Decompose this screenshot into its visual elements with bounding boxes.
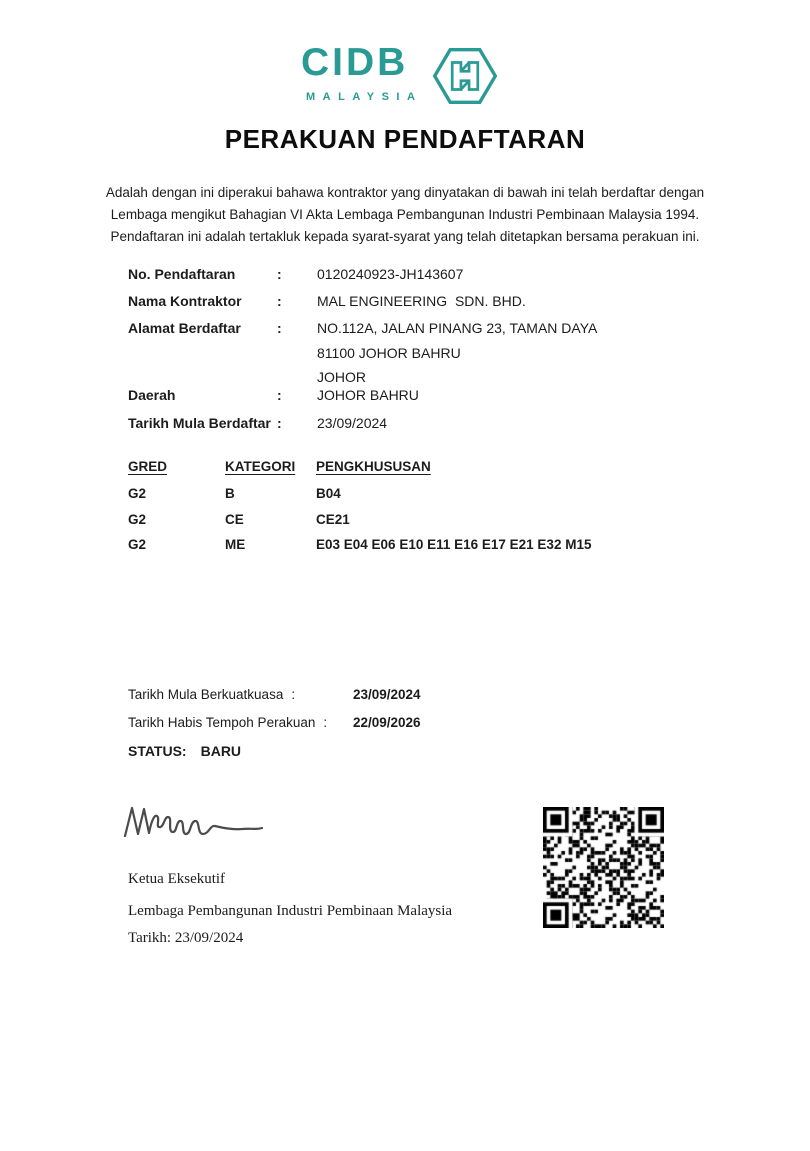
intro-line: Lembaga mengikut Bahagian VI Akta Lembaga Pembangunan Industri Pembinaan Malaysia 1994. bbox=[110, 207, 700, 222]
qr-code bbox=[543, 807, 664, 928]
table-cell: B04 bbox=[316, 486, 341, 501]
table-cell: G2 bbox=[128, 512, 147, 527]
table-cell: B bbox=[225, 486, 235, 501]
colon: : bbox=[323, 715, 328, 730]
signatory-title: Ketua Eksekutif bbox=[128, 871, 226, 887]
colon: : bbox=[277, 266, 282, 282]
intro-line: Pendaftaran ini adalah tertakluk kepada syarat-syarat yang telah ditetapkan bersama perakuan ini. bbox=[110, 229, 700, 244]
value-tarikh-mula-berdaftar: 23/09/2024 bbox=[317, 415, 388, 431]
certificate-title: PERAKUAN PENDAFTARAN bbox=[224, 124, 586, 154]
table-cell: CE bbox=[225, 512, 244, 527]
label-tarikh-habis-tempoh: Tarikh Habis Tempoh Perakuan : bbox=[128, 715, 328, 730]
table-cell: CE21 bbox=[316, 512, 350, 527]
table-cell: E03 E04 E06 E10 E11 E16 E17 E21 E32 M15 bbox=[316, 537, 592, 552]
colon: : bbox=[277, 387, 282, 403]
value-no-pendaftaran: 0120240923-JH143607 bbox=[317, 266, 464, 282]
label-tarikh-mula-berdaftar: Tarikh Mula Berdaftar bbox=[128, 415, 271, 431]
status-label: STATUS: bbox=[128, 743, 187, 759]
table-cell: G2 bbox=[128, 486, 147, 501]
cidb-logo-country: MALAYSIA bbox=[306, 91, 423, 103]
value-tarikh-habis-tempoh: 22/09/2026 bbox=[353, 715, 421, 730]
value-alamat-line2: 81100 JOHOR BAHRU bbox=[317, 345, 461, 361]
colon: : bbox=[277, 293, 282, 309]
label-alamat-berdaftar: Alamat Berdaftar bbox=[128, 320, 241, 336]
label-no-pendaftaran: No. Pendaftaran bbox=[128, 266, 236, 282]
signature-scribble bbox=[119, 796, 269, 848]
table-header-gred: GRED bbox=[128, 459, 168, 474]
table-cell: G2 bbox=[128, 537, 147, 552]
signoff-date: Tarikh: 23/09/2024 bbox=[128, 930, 244, 946]
table-header-pengkhususan: PENGKHUSUSAN bbox=[316, 459, 431, 474]
colon: : bbox=[277, 320, 282, 336]
colon: : bbox=[277, 415, 282, 431]
value-alamat-line3: JOHOR bbox=[317, 369, 366, 385]
table-header-kategori: KATEGORI bbox=[225, 459, 296, 474]
table-cell: ME bbox=[225, 537, 246, 552]
label-nama-kontraktor: Nama Kontraktor bbox=[128, 293, 242, 309]
value-tarikh-mula-berkuatkuasa: 23/09/2024 bbox=[353, 687, 421, 702]
cidb-logo-text: CIDB bbox=[301, 41, 409, 84]
value-daerah: JOHOR BAHRU bbox=[317, 387, 419, 403]
label-tarikh-mula-berkuatkuasa: Tarikh Mula Berkuatkuasa : bbox=[128, 687, 296, 702]
status-row bbox=[128, 743, 241, 759]
intro-paragraph bbox=[0, 182, 810, 248]
colon: : bbox=[291, 687, 296, 702]
value-alamat-line1: NO.112A, JALAN PINANG 23, TAMAN DAYA bbox=[317, 320, 598, 336]
cidb-hexagon-h-icon bbox=[431, 45, 499, 107]
value-nama-kontraktor: MAL ENGINEERING SDN. BHD. bbox=[317, 293, 526, 309]
intro-line: Adalah dengan ini diperakui bahawa kontraktor yang dinyatakan di bawah ini telah berdaftar dengan bbox=[105, 185, 705, 200]
signatory-organization: Lembaga Pembangunan Industri Pembinaan Malaysia bbox=[128, 903, 453, 919]
status-value: BARU bbox=[200, 743, 242, 759]
label-daerah: Daerah bbox=[128, 387, 176, 403]
